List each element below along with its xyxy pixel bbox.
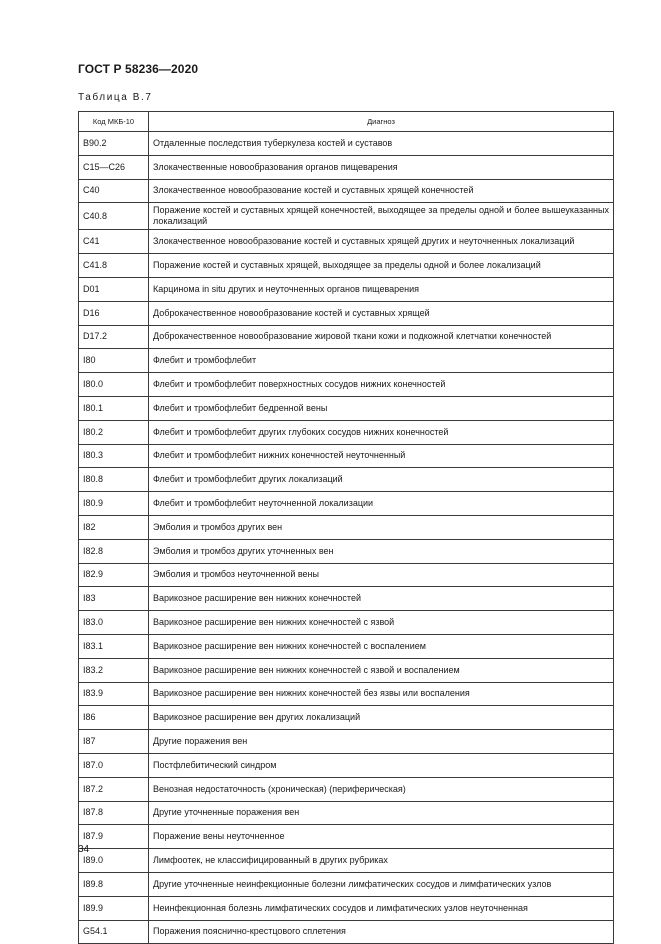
- icd-code-cell: I82: [79, 515, 149, 539]
- icd-code-cell: B90.2: [79, 132, 149, 156]
- table-row: [79, 301, 614, 325]
- diagnosis-cell: Доброкачественное новообразование костей и суставных хрящей: [149, 301, 614, 325]
- icd-code-cell: D01: [79, 277, 149, 301]
- icd-code-cell: C15—C26: [79, 155, 149, 179]
- diagnosis-cell: Злокачественные новообразования органов пищеварения: [149, 155, 614, 179]
- icd-code-cell: I80.0: [79, 373, 149, 397]
- diagnosis-cell: Отдаленные последствия туберкулеза костей и суставов: [149, 132, 614, 156]
- diagnosis-cell: Карцинома in situ других и неуточненных органов пищеварения: [149, 277, 614, 301]
- icd-code-cell: I89.8: [79, 872, 149, 896]
- table-row: [79, 420, 614, 444]
- table-row: [79, 753, 614, 777]
- table-row: [79, 468, 614, 492]
- icd-code-cell: I82.9: [79, 563, 149, 587]
- diagnosis-cell: Варикозное расширение вен нижних конечностей: [149, 587, 614, 611]
- diagnosis-cell: Другие уточненные поражения вен: [149, 801, 614, 825]
- table-row: [79, 325, 614, 349]
- diagnosis-cell: Доброкачественное новообразование жировой ткани кожи и подкожной клетчатки конечностей: [149, 325, 614, 349]
- icd-code-cell: I83: [79, 587, 149, 611]
- diagnosis-cell: Флебит и тромбофлебит: [149, 349, 614, 373]
- icd-code-cell: I80: [79, 349, 149, 373]
- diagnosis-cell: Лимфоотек, не классифицированный в других рубриках: [149, 849, 614, 873]
- table-row: [79, 825, 614, 849]
- table-row: [79, 277, 614, 301]
- diagnosis-cell: Варикозное расширение вен нижних конечностей с воспалением: [149, 634, 614, 658]
- table-row: [79, 230, 614, 254]
- column-header-code: Код МКБ-10: [79, 112, 149, 132]
- diagnosis-cell: Флебит и тромбофлебит бедренной вены: [149, 396, 614, 420]
- diagnosis-cell: Флебит и тромбофлебит неуточненной локализации: [149, 492, 614, 516]
- icd-code-cell: D17.2: [79, 325, 149, 349]
- diagnosis-cell: Венозная недостаточность (хроническая) (периферическая): [149, 777, 614, 801]
- table-row: [79, 849, 614, 873]
- icd-code-cell: I82.8: [79, 539, 149, 563]
- table-row: [79, 155, 614, 179]
- table-body: [79, 132, 614, 944]
- diagnosis-cell: Варикозное расширение вен других локализаций: [149, 706, 614, 730]
- table-row: [79, 706, 614, 730]
- diagnosis-cell: Флебит и тромбофлебит поверхностных сосудов нижних конечностей: [149, 373, 614, 397]
- icd-code-cell: I80.3: [79, 444, 149, 468]
- column-header-diagnosis: Диагноз: [149, 112, 614, 132]
- icd-code-cell: I80.1: [79, 396, 149, 420]
- table-row: [79, 634, 614, 658]
- table-row: [79, 682, 614, 706]
- diagnosis-cell: Варикозное расширение вен нижних конечностей с язвой и воспалением: [149, 658, 614, 682]
- icd-code-cell: I86: [79, 706, 149, 730]
- icd-code-cell: I83.0: [79, 611, 149, 635]
- table-row: [79, 777, 614, 801]
- icd-diagnosis-table: [78, 111, 614, 944]
- diagnosis-cell: Варикозное расширение вен нижних конечностей с язвой: [149, 611, 614, 635]
- diagnosis-cell: Злокачественное новообразование костей и суставных хрящей конечностей: [149, 179, 614, 203]
- table-row: [79, 872, 614, 896]
- table-row: [79, 132, 614, 156]
- table-header-row: [79, 112, 614, 132]
- icd-code-cell: D16: [79, 301, 149, 325]
- diagnosis-cell: Флебит и тромбофлебит других глубоких сосудов нижних конечностей: [149, 420, 614, 444]
- table-row: [79, 587, 614, 611]
- table-row: [79, 611, 614, 635]
- diagnosis-cell: Флебит и тромбофлебит других локализаций: [149, 468, 614, 492]
- table-row: [79, 179, 614, 203]
- icd-code-cell: I80.2: [79, 420, 149, 444]
- icd-code-cell: I87.0: [79, 753, 149, 777]
- table-row: [79, 801, 614, 825]
- table-row: [79, 444, 614, 468]
- table-caption: Таблица В.7: [78, 92, 153, 103]
- table-row: [79, 492, 614, 516]
- table-row: [79, 349, 614, 373]
- table-row: [79, 515, 614, 539]
- diagnosis-cell: Постфлебитический синдром: [149, 753, 614, 777]
- icd-code-cell: I80.9: [79, 492, 149, 516]
- icd-code-cell: C40: [79, 179, 149, 203]
- table-row: [79, 896, 614, 920]
- icd-code-cell: I87: [79, 730, 149, 754]
- diagnosis-cell: Поражения пояснично-крестцового сплетения: [149, 920, 614, 944]
- icd-code-cell: I83.1: [79, 634, 149, 658]
- diagnosis-cell: Другие поражения вен: [149, 730, 614, 754]
- icd-code-cell: I80.8: [79, 468, 149, 492]
- icd-code-cell: I87.9: [79, 825, 149, 849]
- table-row: [79, 730, 614, 754]
- diagnosis-cell: Другие уточненные неинфекционные болезни лимфатических сосудов и лимфатических узлов: [149, 872, 614, 896]
- diagnosis-cell: Флебит и тромбофлебит нижних конечностей неуточненный: [149, 444, 614, 468]
- table-row: [79, 539, 614, 563]
- table-row: [79, 920, 614, 944]
- diagnosis-cell: Поражение костей и суставных хрящей, выходящее за пределы одной и более локализаций: [149, 254, 614, 278]
- document-standard-title: ГОСТ Р 58236—2020: [78, 62, 199, 76]
- diagnosis-cell: Эмболия и тромбоз других уточненных вен: [149, 539, 614, 563]
- icd-code-cell: I83.9: [79, 682, 149, 706]
- icd-code-cell: C41: [79, 230, 149, 254]
- diagnosis-cell: Эмболия и тромбоз других вен: [149, 515, 614, 539]
- icd-code-cell: C40.8: [79, 203, 149, 230]
- icd-code-cell: I87.2: [79, 777, 149, 801]
- table-row: [79, 658, 614, 682]
- icd-code-cell: I87.8: [79, 801, 149, 825]
- table-row: [79, 203, 614, 230]
- table-row: [79, 373, 614, 397]
- icd-code-cell: I89.9: [79, 896, 149, 920]
- icd-code-cell: C41.8: [79, 254, 149, 278]
- diagnosis-cell: Злокачественное новообразование костей и суставных хрящей других и неуточненных локализаций: [149, 230, 614, 254]
- diagnosis-cell: Поражение вены неуточненное: [149, 825, 614, 849]
- table-row: [79, 396, 614, 420]
- icd-code-cell: I89.0: [79, 849, 149, 873]
- page-number: 34: [78, 844, 90, 855]
- table-row: [79, 563, 614, 587]
- icd-code-cell: I83.2: [79, 658, 149, 682]
- diagnosis-cell: Неинфекционная болезнь лимфатических сосудов и лимфатических узлов неуточненная: [149, 896, 614, 920]
- icd-code-cell: G54.1: [79, 920, 149, 944]
- table-row: [79, 254, 614, 278]
- diagnosis-cell: Варикозное расширение вен нижних конечностей без язвы или воспаления: [149, 682, 614, 706]
- diagnosis-cell: Поражение костей и суставных хрящей конечностей, выходящее за пределы одной и более вышеуказанных локализаций: [149, 203, 614, 230]
- diagnosis-cell: Эмболия и тромбоз неуточненной вены: [149, 563, 614, 587]
